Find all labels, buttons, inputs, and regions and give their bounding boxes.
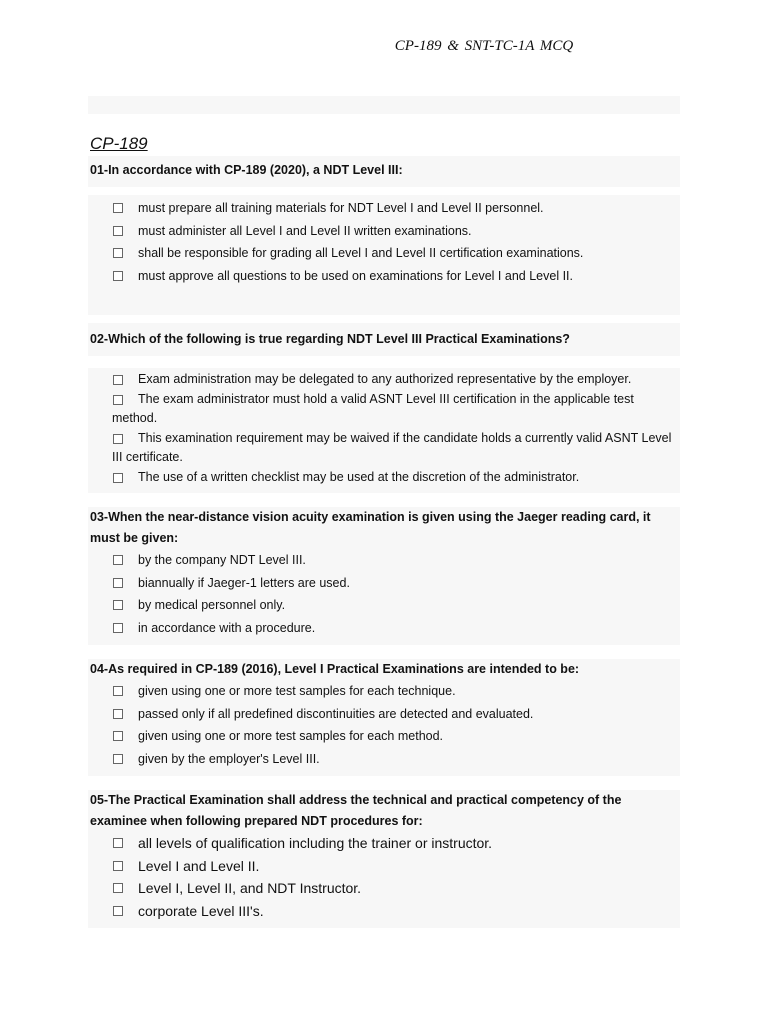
option[interactable]: passed only if all predefined discontinuities are detected and evaluated. xyxy=(88,703,680,726)
option[interactable]: given by the employer's Level III. xyxy=(88,748,680,771)
option[interactable]: must administer all Level I and Level II written examinations. xyxy=(88,220,680,243)
question-2 xyxy=(88,323,680,356)
checkbox-icon[interactable] xyxy=(113,271,123,281)
option[interactable]: by medical personnel only. xyxy=(88,594,680,617)
checkbox-icon[interactable] xyxy=(113,906,123,916)
option[interactable]: by the company NDT Level III. xyxy=(88,549,680,572)
document-header: CP-189 & SNT-TC-1A MCQ xyxy=(394,38,574,54)
option[interactable]: given using one or more test samples for each method. xyxy=(88,725,680,748)
question-text: 01-In accordance with CP-189 (2020), a NDT Level III: xyxy=(90,163,403,177)
checkbox-icon[interactable] xyxy=(113,555,123,565)
checkbox-icon[interactable] xyxy=(113,226,123,236)
options-1 xyxy=(88,195,680,293)
option[interactable]: Exam administration may be delegated to any authorized representative by the employer. xyxy=(88,370,680,390)
checkbox-icon[interactable] xyxy=(113,434,123,444)
checkbox-icon[interactable] xyxy=(113,623,123,633)
checkbox-icon[interactable] xyxy=(113,248,123,258)
options-4 xyxy=(88,680,680,776)
checkbox-icon[interactable] xyxy=(113,473,123,483)
option[interactable]: must prepare all training materials for NDT Level I and Level II personnel. xyxy=(88,197,680,220)
option[interactable]: Level I and Level II. xyxy=(88,855,680,878)
checkbox-icon[interactable] xyxy=(113,883,123,893)
section-title: CP-189 xyxy=(90,134,148,153)
option[interactable]: must approve all questions to be used on examinations for Level I and Level II. xyxy=(88,265,680,288)
option[interactable]: all levels of qualification including the trainer or instructor. xyxy=(88,832,680,855)
mcq-sheet xyxy=(88,96,680,928)
checkbox-icon[interactable] xyxy=(113,686,123,696)
options-2 xyxy=(88,368,680,493)
option[interactable]: corporate Level III's. xyxy=(88,900,680,923)
question-1 xyxy=(88,156,680,187)
question-3 xyxy=(88,507,680,645)
question-text: 04-As required in CP-189 (2016), Level I Practical Examinations are intended to be: xyxy=(90,662,580,676)
checkbox-icon[interactable] xyxy=(113,731,123,741)
checkbox-icon[interactable] xyxy=(113,600,123,610)
option[interactable]: The exam administrator must hold a valid ASNT Level III certification in the applicable test method. xyxy=(112,391,634,425)
question-text: 03-When the near-distance vision acuity examination is given using the Jaeger reading card, it must be given: xyxy=(90,510,651,545)
checkbox-icon[interactable] xyxy=(113,709,123,719)
checkbox-icon[interactable] xyxy=(113,861,123,871)
option[interactable]: Level I, Level II, and NDT Instructor. xyxy=(88,877,680,900)
options-3 xyxy=(88,549,680,645)
option[interactable]: given using one or more test samples for each technique. xyxy=(88,680,680,703)
question-4 xyxy=(88,659,680,776)
option[interactable]: in accordance with a procedure. xyxy=(88,617,680,640)
question-text: 05-The Practical Examination shall address the technical and practical competency of the examinee when following prepared NDT procedures for: xyxy=(90,793,622,828)
option[interactable]: biannually if Jaeger-1 letters are used. xyxy=(88,572,680,595)
option[interactable]: This examination requirement may be waived if the candidate holds a currently valid ASNT Level III certificate. xyxy=(112,430,672,464)
option[interactable]: The use of a written checklist may be used at the discretion of the administrator. xyxy=(88,468,680,488)
checkbox-icon[interactable] xyxy=(113,754,123,764)
question-5 xyxy=(88,790,680,928)
checkbox-icon[interactable] xyxy=(113,838,123,848)
checkbox-icon[interactable] xyxy=(113,395,123,405)
checkbox-icon[interactable] xyxy=(113,578,123,588)
question-text: 02-Which of the following is true regarding NDT Level III Practical Examinations? xyxy=(90,332,570,346)
checkbox-icon[interactable] xyxy=(113,203,123,213)
option[interactable]: shall be responsible for grading all Level I and Level II certification examinations. xyxy=(88,242,680,265)
options-5 xyxy=(88,832,680,928)
checkbox-icon[interactable] xyxy=(113,375,123,385)
